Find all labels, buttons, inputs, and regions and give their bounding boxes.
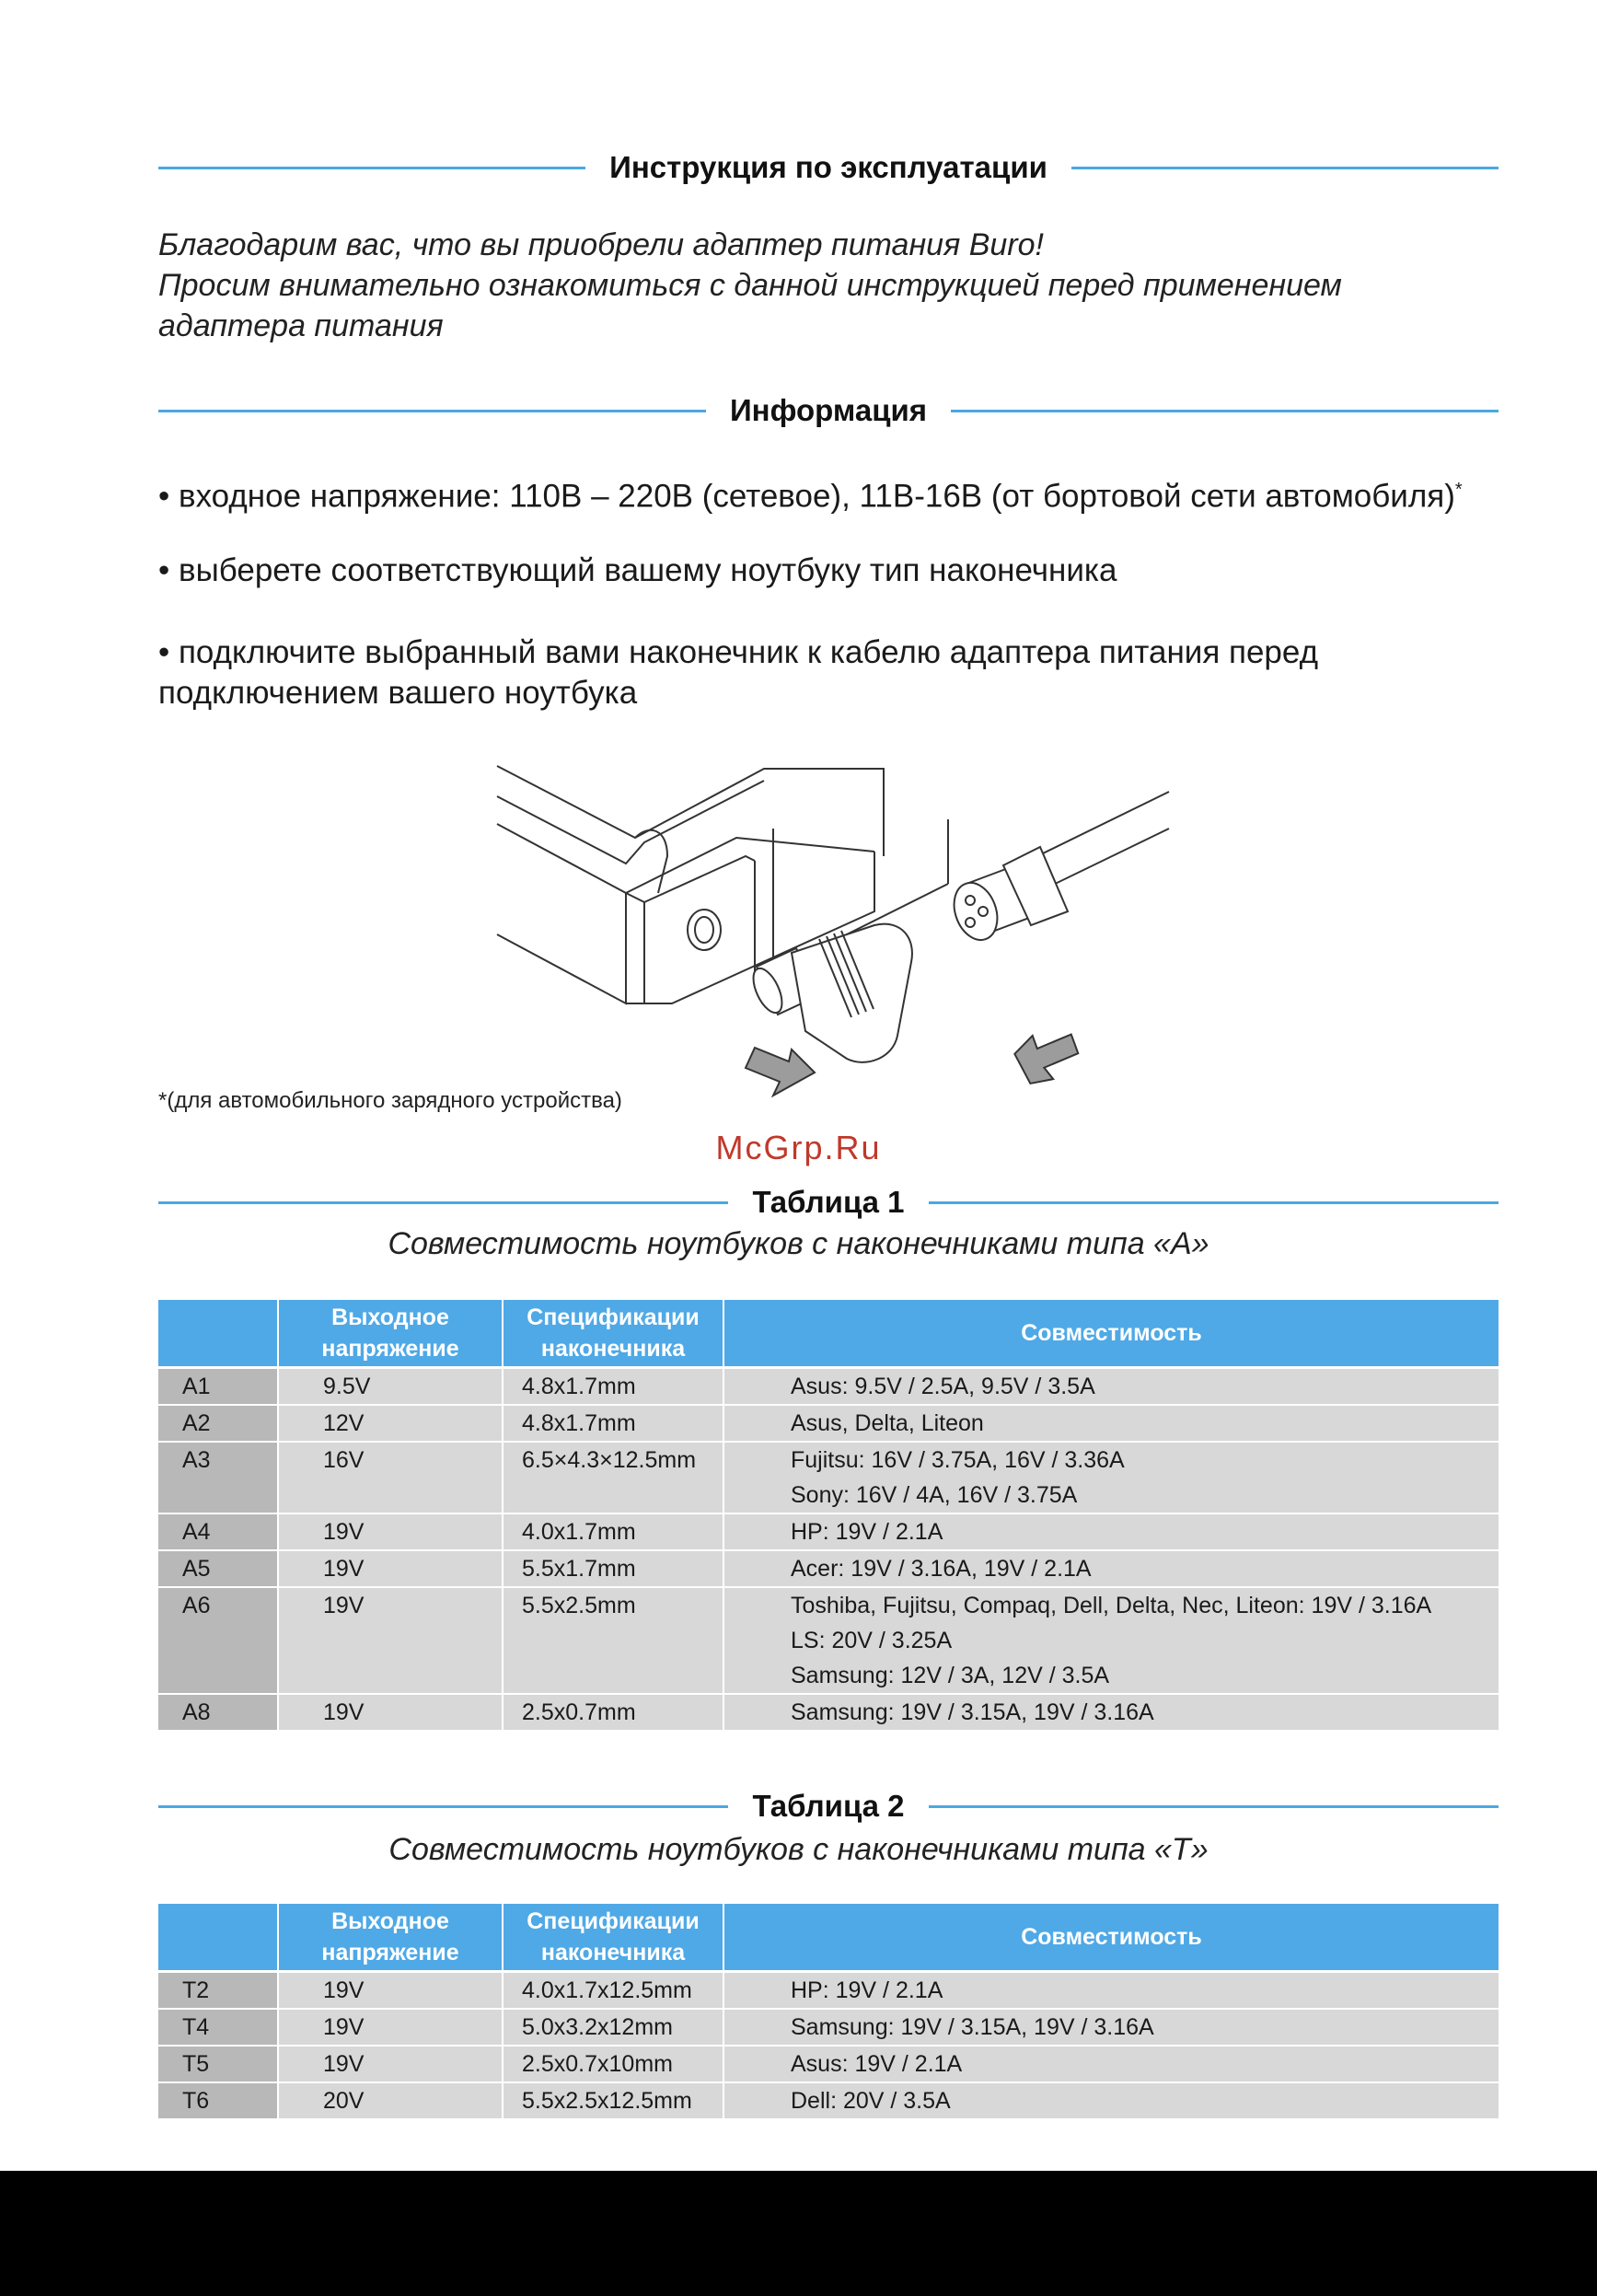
heading-info-text: Информация: [729, 393, 928, 427]
row-compat-text: Asus, Delta, Liteon: [791, 1410, 984, 1436]
table-row: [158, 1587, 1499, 1694]
row-compat-text: LS: 20V / 3.25A: [791, 1628, 953, 1653]
row-compat: [723, 1550, 1499, 1587]
intro-line-2: Просим внимательно ознакомиться с данной инструкцией перед применением: [158, 268, 1342, 303]
row-voltage-text: 9.5V: [323, 1374, 371, 1399]
row-code-text: T6: [182, 2088, 210, 2114]
header-compat: Совместимость: [723, 1904, 1499, 1972]
table2-body: [158, 1972, 1499, 2120]
row-code: [158, 1972, 278, 2010]
section-heading-table2: [158, 1788, 1499, 1825]
row-compat: [723, 1405, 1499, 1442]
row-spec-text: 2.5x0.7x10mm: [522, 2051, 673, 2077]
row-compat-text: Dell: 20V / 3.5A: [791, 2088, 951, 2114]
bullet-connect-tip-line-2: подключением вашего ноутбука: [158, 675, 638, 711]
table1-subtitle: Совместимость ноутбуков с наконечниками типа «А»: [388, 1226, 1209, 1261]
table-row: [158, 1550, 1499, 1587]
row-voltage: [278, 2082, 503, 2119]
row-code-text: A2: [182, 1410, 211, 1436]
heading-rule-left: [158, 410, 706, 412]
heading-manual-text: Инструкция по эксплуатации: [609, 150, 1047, 184]
bullet-input-voltage: [158, 470, 1465, 517]
row-code: [158, 2046, 278, 2082]
row-compat: [723, 1587, 1499, 1694]
row-spec: [503, 2009, 723, 2046]
table-row: [158, 1405, 1499, 1442]
header-spec-line-2: наконечника: [540, 1940, 686, 1966]
row-code: [158, 1368, 278, 1406]
footnote-marker: *: [1454, 480, 1463, 500]
header-spec-line-1: Спецификации: [527, 1305, 700, 1330]
row-compat-text: HP: 19V / 2.1A: [791, 1977, 943, 2003]
bullet-connect-tip-line-1: • подключите выбранный вами наконечник к кабелю адаптера питания перед: [158, 634, 1318, 670]
table-row: [158, 1694, 1499, 1731]
heading-rule-right: [951, 410, 1499, 412]
row-compat-text: Acer: 19V / 3.16A, 19V / 2.1A: [791, 1556, 1092, 1582]
heading-rule-right: [929, 1805, 1499, 1808]
row-code-text: A1: [182, 1374, 211, 1399]
laptop-power-port: [688, 910, 721, 950]
header-voltage-line-2: напряжение: [321, 1940, 459, 1966]
section-heading-table1: [158, 1184, 1499, 1221]
row-spec-text: 5.0x3.2x12mm: [522, 2014, 673, 2040]
table2-subtitle: Совместимость ноутбуков с наконечниками типа «Т»: [388, 1832, 1209, 1867]
row-compat-text: Sony: 16V / 4A, 16V / 3.75A: [791, 1482, 1078, 1508]
bullet-select-tip: [158, 551, 1465, 591]
row-voltage: [278, 1587, 503, 1694]
row-spec: [503, 1550, 723, 1587]
heading-rule-left: [158, 1201, 728, 1204]
heading-rule-left: [158, 167, 585, 169]
row-code-text: T2: [182, 1977, 210, 2003]
header-voltage-line-1: Выходное: [331, 1305, 449, 1330]
row-compat-text: Samsung: 19V / 3.15A, 19V / 3.16A: [791, 2014, 1154, 2040]
intro-line-3: адаптера питания: [158, 308, 444, 343]
bullet-input-voltage-text: • входное напряжение: 110В – 220В (сетевое), 11В-16В (от бортовой сети автомобиля): [158, 478, 1455, 515]
table-row: [158, 2009, 1499, 2046]
row-spec-text: 5.5x2.5x12.5mm: [522, 2088, 692, 2114]
heading-table1-text: Таблица 1: [752, 1185, 905, 1219]
row-voltage: [278, 2046, 503, 2082]
row-voltage-text: 12V: [323, 1410, 365, 1436]
row-voltage-text: 19V: [323, 1556, 365, 1582]
row-spec: [503, 2046, 723, 2082]
table-row: [158, 1368, 1499, 1406]
row-compat-text: Asus: 9.5V / 2.5A, 9.5V / 3.5A: [791, 1374, 1095, 1399]
row-compat: [723, 1513, 1499, 1550]
row-voltage-text: 19V: [323, 2051, 365, 2077]
row-voltage: [278, 1368, 503, 1406]
row-voltage-text: 20V: [323, 2088, 365, 2114]
row-spec: [503, 2082, 723, 2119]
row-compat-text: Toshiba, Fujitsu, Compaq, Dell, Delta, Nec, Liteon: 19V / 3.16A: [791, 1593, 1432, 1618]
intro-line-1: Благодарим вас, что вы приобрели адаптер питания Buro!: [158, 227, 1044, 262]
row-spec-text: 4.0x1.7mm: [522, 1519, 636, 1545]
header-spec: [503, 1904, 723, 1972]
table1-body: [158, 1368, 1499, 1732]
bullet-connect-tip: [158, 632, 1465, 713]
row-code: [158, 1550, 278, 1587]
row-compat-text: Asus: 19V / 2.1A: [791, 2051, 963, 2077]
row-voltage: [278, 1972, 503, 2010]
row-spec: [503, 1694, 723, 1731]
header-spec-line-2: наконечника: [540, 1336, 686, 1362]
row-voltage-text: 19V: [323, 1699, 365, 1725]
row-code-text: T4: [182, 2014, 210, 2040]
row-spec-text: 4.8x1.7mm: [522, 1410, 636, 1436]
row-compat-text: Fujitsu: 16V / 3.75A, 16V / 3.36A: [791, 1447, 1125, 1473]
row-code: [158, 2009, 278, 2046]
row-voltage: [278, 1442, 503, 1513]
cable-plug: [946, 792, 1169, 946]
row-voltage-text: 19V: [323, 1593, 365, 1618]
table-row: [158, 1972, 1499, 2010]
section-heading-info: [158, 392, 1499, 429]
heading-table2-text: Таблица 2: [752, 1789, 905, 1823]
row-voltage: [278, 1694, 503, 1731]
watermark-text: McGrp.Ru: [715, 1129, 882, 1166]
section-heading-manual: [158, 149, 1499, 186]
table-header-row: [158, 1300, 1499, 1368]
footnote-car-charger: *(для автомобильного зарядного устройства): [158, 1088, 622, 1113]
header-voltage: [278, 1300, 503, 1368]
row-code: [158, 1694, 278, 1731]
table-row: [158, 1442, 1499, 1513]
heading-rule-right: [929, 1201, 1499, 1204]
row-code-text: T5: [182, 2051, 210, 2077]
row-spec-text: 4.8x1.7mm: [522, 1374, 636, 1399]
row-compat-text: Samsung: 19V / 3.15A, 19V / 3.16A: [791, 1699, 1154, 1725]
row-code-text: A6: [182, 1593, 211, 1618]
row-spec: [503, 1405, 723, 1442]
row-spec-text: 2.5x0.7mm: [522, 1699, 636, 1725]
row-voltage-text: 16V: [323, 1447, 365, 1473]
row-voltage: [278, 1405, 503, 1442]
row-code-text: A8: [182, 1699, 211, 1725]
row-compat: [723, 2009, 1499, 2046]
row-code: [158, 1405, 278, 1442]
header-voltage: [278, 1904, 503, 1972]
row-spec-text: 5.5x2.5mm: [522, 1593, 636, 1618]
row-compat-text: HP: 19V / 2.1A: [791, 1519, 943, 1545]
arrow-left-icon: [746, 1048, 815, 1096]
angled-tip-connector: [747, 924, 912, 1062]
header-code: [158, 1300, 278, 1368]
row-spec-text: 4.0x1.7x12.5mm: [522, 1977, 692, 2003]
row-spec: [503, 1513, 723, 1550]
row-spec: [503, 1368, 723, 1406]
header-compat: Совместимость: [723, 1300, 1499, 1368]
row-voltage: [278, 1513, 503, 1550]
row-compat: [723, 1694, 1499, 1731]
row-spec: [503, 1587, 723, 1694]
table-row: [158, 2082, 1499, 2119]
header-code: [158, 1904, 278, 1972]
row-spec-text: 5.5x1.7mm: [522, 1556, 636, 1582]
header-spec: [503, 1300, 723, 1368]
table-row: [158, 2046, 1499, 2082]
row-spec: [503, 1442, 723, 1513]
row-voltage: [278, 2009, 503, 2046]
table-row: [158, 1513, 1499, 1550]
row-voltage-text: 19V: [323, 1519, 365, 1545]
row-compat: [723, 1972, 1499, 2010]
row-voltage: [278, 1550, 503, 1587]
row-code: [158, 1587, 278, 1694]
heading-rule-right: [1071, 167, 1499, 169]
row-spec: [503, 1972, 723, 2010]
row-compat: [723, 2046, 1499, 2082]
row-code-text: A3: [182, 1447, 211, 1473]
row-compat: [723, 2082, 1499, 2119]
row-compat: [723, 1368, 1499, 1406]
insert-arrows: [746, 1023, 1083, 1096]
laptop-side-outline: [497, 824, 626, 1003]
table-header-row: [158, 1904, 1499, 1972]
row-code: [158, 2082, 278, 2119]
laptop-lid-outline: [497, 766, 884, 856]
header-spec-line-1: Спецификации: [527, 1908, 700, 1934]
row-code: [158, 1442, 278, 1513]
intro-paragraph: [158, 225, 1342, 346]
row-code: [158, 1513, 278, 1550]
row-voltage-text: 19V: [323, 2014, 365, 2040]
heading-rule-left: [158, 1805, 728, 1808]
header-voltage-line-1: Выходное: [331, 1908, 449, 1934]
row-compat-text: Samsung: 12V / 3A, 12V / 3.5A: [791, 1663, 1110, 1688]
compat-table-a: [158, 1300, 1499, 1732]
row-code-text: A4: [182, 1519, 211, 1545]
compat-table-t: [158, 1904, 1499, 2120]
bullet-select-tip-text: • выберете соответствующий вашему ноутбуку тип наконечника: [158, 552, 1117, 588]
row-code-text: A5: [182, 1556, 211, 1582]
header-voltage-line-2: напряжение: [321, 1336, 459, 1362]
row-spec-text: 6.5×4.3×12.5mm: [522, 1447, 697, 1473]
row-compat: [723, 1442, 1499, 1513]
row-voltage-text: 19V: [323, 1977, 365, 2003]
arrow-right-icon: [1011, 1023, 1083, 1088]
laptop-connector-illustration: [488, 755, 1187, 1105]
